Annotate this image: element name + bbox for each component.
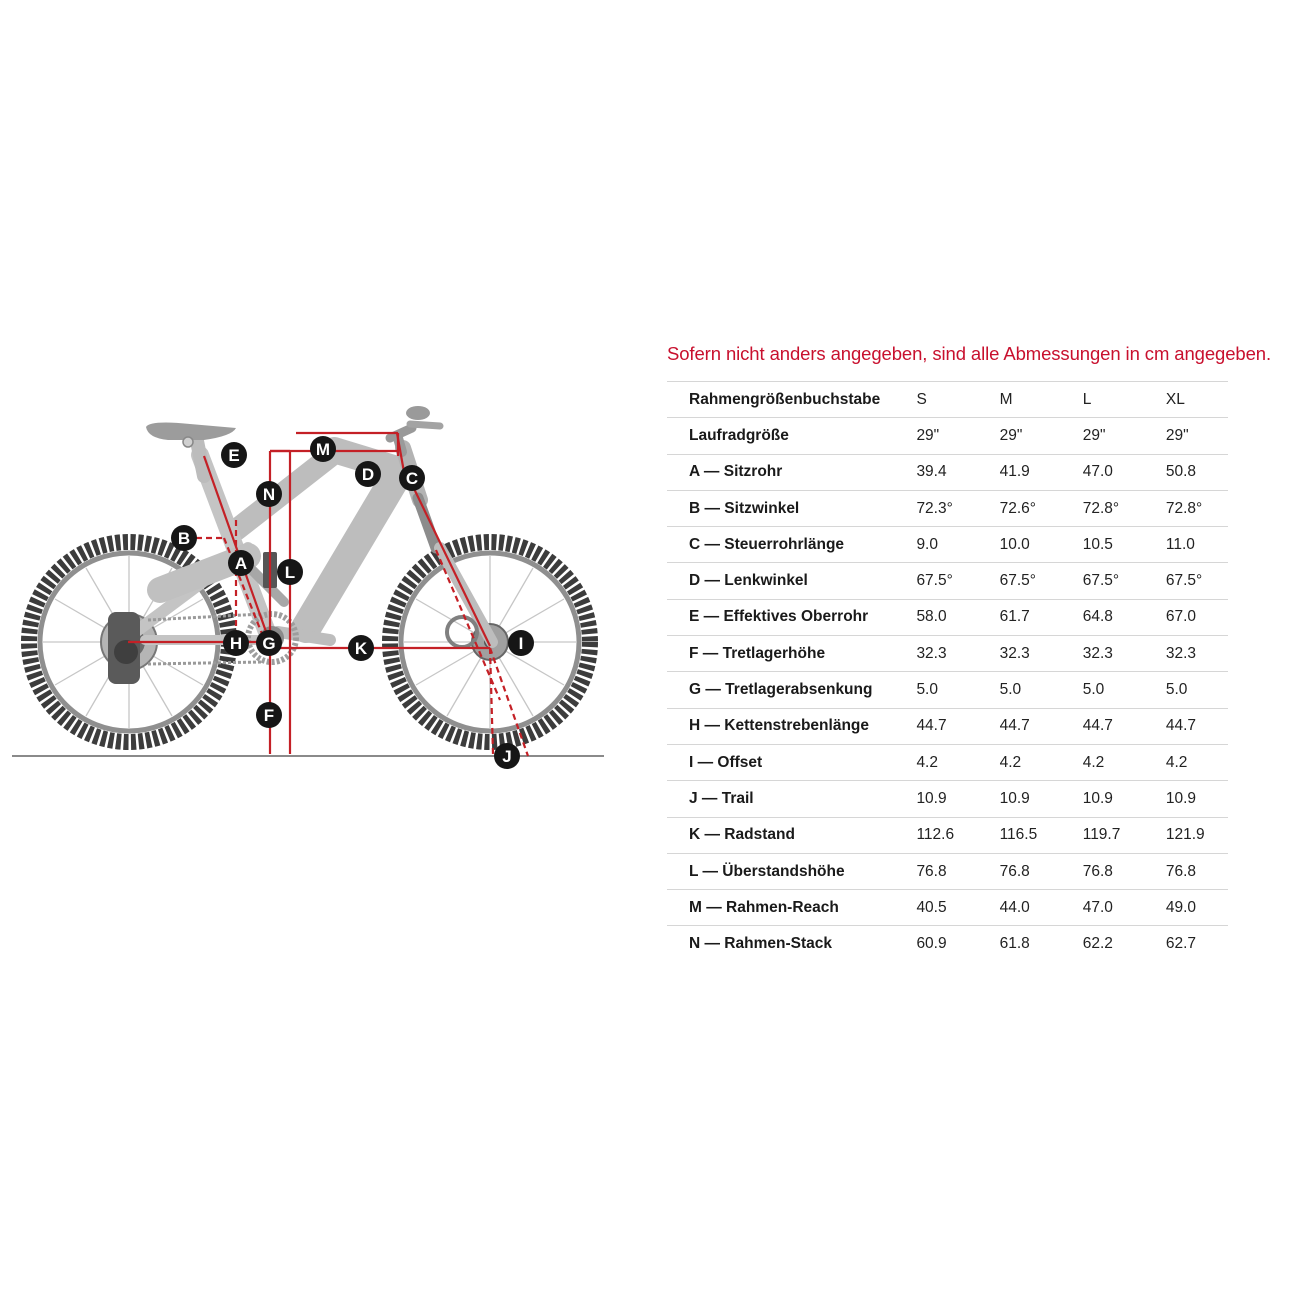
cell-xl: 67.0	[1166, 599, 1228, 635]
table-row	[667, 890, 1228, 926]
cell-s: 29"	[916, 418, 999, 454]
row-label: H — Kettenstrebenlänge	[667, 708, 916, 744]
cell-xl: 67.5°	[1166, 563, 1228, 599]
table-row	[667, 744, 1228, 780]
cell-s: 60.9	[916, 926, 999, 962]
row-label: A — Sitzrohr	[667, 454, 916, 490]
row-label: C — Steuerrohrlänge	[667, 527, 916, 563]
cell-xl: 29"	[1166, 418, 1228, 454]
cell-s: 76.8	[916, 853, 999, 889]
cell-xl: 72.8°	[1166, 490, 1228, 526]
marker-label: G	[262, 634, 276, 653]
marker-label: J	[502, 747, 512, 766]
row-label: I — Offset	[667, 744, 916, 780]
cell-m: 67.5°	[1000, 563, 1083, 599]
cell-xl: 4.2	[1166, 744, 1228, 780]
marker-label: K	[354, 639, 368, 658]
cell-m: 44.0	[1000, 890, 1083, 926]
marker-B	[171, 525, 197, 551]
bike-geometry-diagram	[0, 0, 640, 800]
table-row	[667, 708, 1228, 744]
marker-label: F	[263, 706, 275, 725]
table-row	[667, 853, 1228, 889]
marker-label: M	[315, 440, 331, 459]
header-size-m: M	[1000, 382, 1083, 418]
cell-m: 76.8	[1000, 853, 1083, 889]
marker-label: I	[518, 634, 524, 653]
marker-I	[508, 630, 534, 656]
cell-l: 72.8°	[1083, 490, 1166, 526]
table-row	[667, 418, 1228, 454]
header-size-xl: XL	[1166, 382, 1228, 418]
row-label: M — Rahmen-Reach	[667, 890, 916, 926]
marker-L	[277, 559, 303, 585]
marker-C	[399, 465, 425, 491]
cell-l: 32.3	[1083, 636, 1166, 672]
marker-label: A	[234, 554, 248, 573]
header-size-l: L	[1083, 382, 1166, 418]
cell-l: 47.0	[1083, 890, 1166, 926]
row-label: E — Effektives Oberrohr	[667, 599, 916, 635]
marker-A	[228, 550, 254, 576]
cell-m: 29"	[1000, 418, 1083, 454]
seatpost-clamp	[183, 437, 193, 447]
cell-xl: 5.0	[1166, 672, 1228, 708]
marker-label: D	[361, 465, 375, 484]
cell-l: 10.9	[1083, 781, 1166, 817]
cell-l: 10.5	[1083, 527, 1166, 563]
marker-H	[223, 630, 249, 656]
table-header-row	[667, 382, 1228, 418]
cell-l: 119.7	[1083, 817, 1166, 853]
cell-xl: 32.3	[1166, 636, 1228, 672]
marker-D	[355, 461, 381, 487]
table-row	[667, 636, 1228, 672]
row-label: F — Tretlagerhöhe	[667, 636, 916, 672]
table-row	[667, 926, 1228, 962]
row-label: J — Trail	[667, 781, 916, 817]
cell-s: 67.5°	[916, 563, 999, 599]
marker-E	[221, 442, 247, 468]
cell-m: 5.0	[1000, 672, 1083, 708]
cell-s: 44.7	[916, 708, 999, 744]
cell-s: 72.3°	[916, 490, 999, 526]
cell-xl: 44.7	[1166, 708, 1228, 744]
marker-F	[256, 702, 282, 728]
cell-xl: 50.8	[1166, 454, 1228, 490]
row-label: L — Überstandshöhe	[667, 853, 916, 889]
cell-l: 62.2	[1083, 926, 1166, 962]
cell-s: 112.6	[916, 817, 999, 853]
cell-l: 67.5°	[1083, 563, 1166, 599]
marker-label: H	[229, 634, 243, 653]
table-row	[667, 781, 1228, 817]
cell-xl: 49.0	[1166, 890, 1228, 926]
units-note: Sofern nicht anders angegeben, sind alle Abmessungen in cm angegeben.	[667, 343, 1272, 364]
cell-xl: 10.9	[1166, 781, 1228, 817]
row-label: K — Radstand	[667, 817, 916, 853]
marker-label: E	[228, 446, 240, 465]
row-label: N — Rahmen-Stack	[667, 926, 916, 962]
header-size-s: S	[916, 382, 999, 418]
cell-l: 47.0	[1083, 454, 1166, 490]
cell-xl: 11.0	[1166, 527, 1228, 563]
cell-l: 76.8	[1083, 853, 1166, 889]
cell-l: 4.2	[1083, 744, 1166, 780]
cell-l: 5.0	[1083, 672, 1166, 708]
cell-s: 40.5	[916, 890, 999, 926]
row-label: B — Sitzwinkel	[667, 490, 916, 526]
cell-s: 39.4	[916, 454, 999, 490]
cell-s: 4.2	[916, 744, 999, 780]
cell-xl: 62.7	[1166, 926, 1228, 962]
marker-label: B	[177, 529, 191, 548]
marker-M	[310, 436, 336, 462]
cell-l: 44.7	[1083, 708, 1166, 744]
cell-l: 29"	[1083, 418, 1166, 454]
table-row	[667, 454, 1228, 490]
table-row	[667, 599, 1228, 635]
marker-K	[348, 635, 374, 661]
row-label: Laufradgröße	[667, 418, 916, 454]
table-row	[667, 490, 1228, 526]
marker-label: C	[405, 469, 419, 488]
cell-m: 10.9	[1000, 781, 1083, 817]
cell-m: 41.9	[1000, 454, 1083, 490]
cell-s: 32.3	[916, 636, 999, 672]
marker-label: N	[262, 485, 276, 504]
cell-s: 58.0	[916, 599, 999, 635]
cell-xl: 76.8	[1166, 853, 1228, 889]
cell-xl: 121.9	[1166, 817, 1228, 853]
marker-label: L	[284, 563, 296, 582]
table-row	[667, 527, 1228, 563]
table-row	[667, 817, 1228, 853]
table-row	[667, 563, 1228, 599]
cell-m: 61.8	[1000, 926, 1083, 962]
row-label: D — Lenkwinkel	[667, 563, 916, 599]
marker-J	[494, 743, 520, 769]
cell-s: 10.9	[916, 781, 999, 817]
cell-m: 32.3	[1000, 636, 1083, 672]
cell-m: 61.7	[1000, 599, 1083, 635]
cell-l: 64.8	[1083, 599, 1166, 635]
cell-m: 4.2	[1000, 744, 1083, 780]
cell-s: 9.0	[916, 527, 999, 563]
cell-m: 10.0	[1000, 527, 1083, 563]
cell-m: 116.5	[1000, 817, 1083, 853]
header-label: Rahmengrößenbuchstabe	[667, 382, 916, 418]
row-label: G — Tretlagerabsenkung	[667, 672, 916, 708]
cell-s: 5.0	[916, 672, 999, 708]
cell-m: 72.6°	[1000, 490, 1083, 526]
geometry-table	[667, 381, 1228, 963]
marker-N	[256, 481, 282, 507]
marker-G	[256, 630, 282, 656]
table-row	[667, 672, 1228, 708]
cell-m: 44.7	[1000, 708, 1083, 744]
